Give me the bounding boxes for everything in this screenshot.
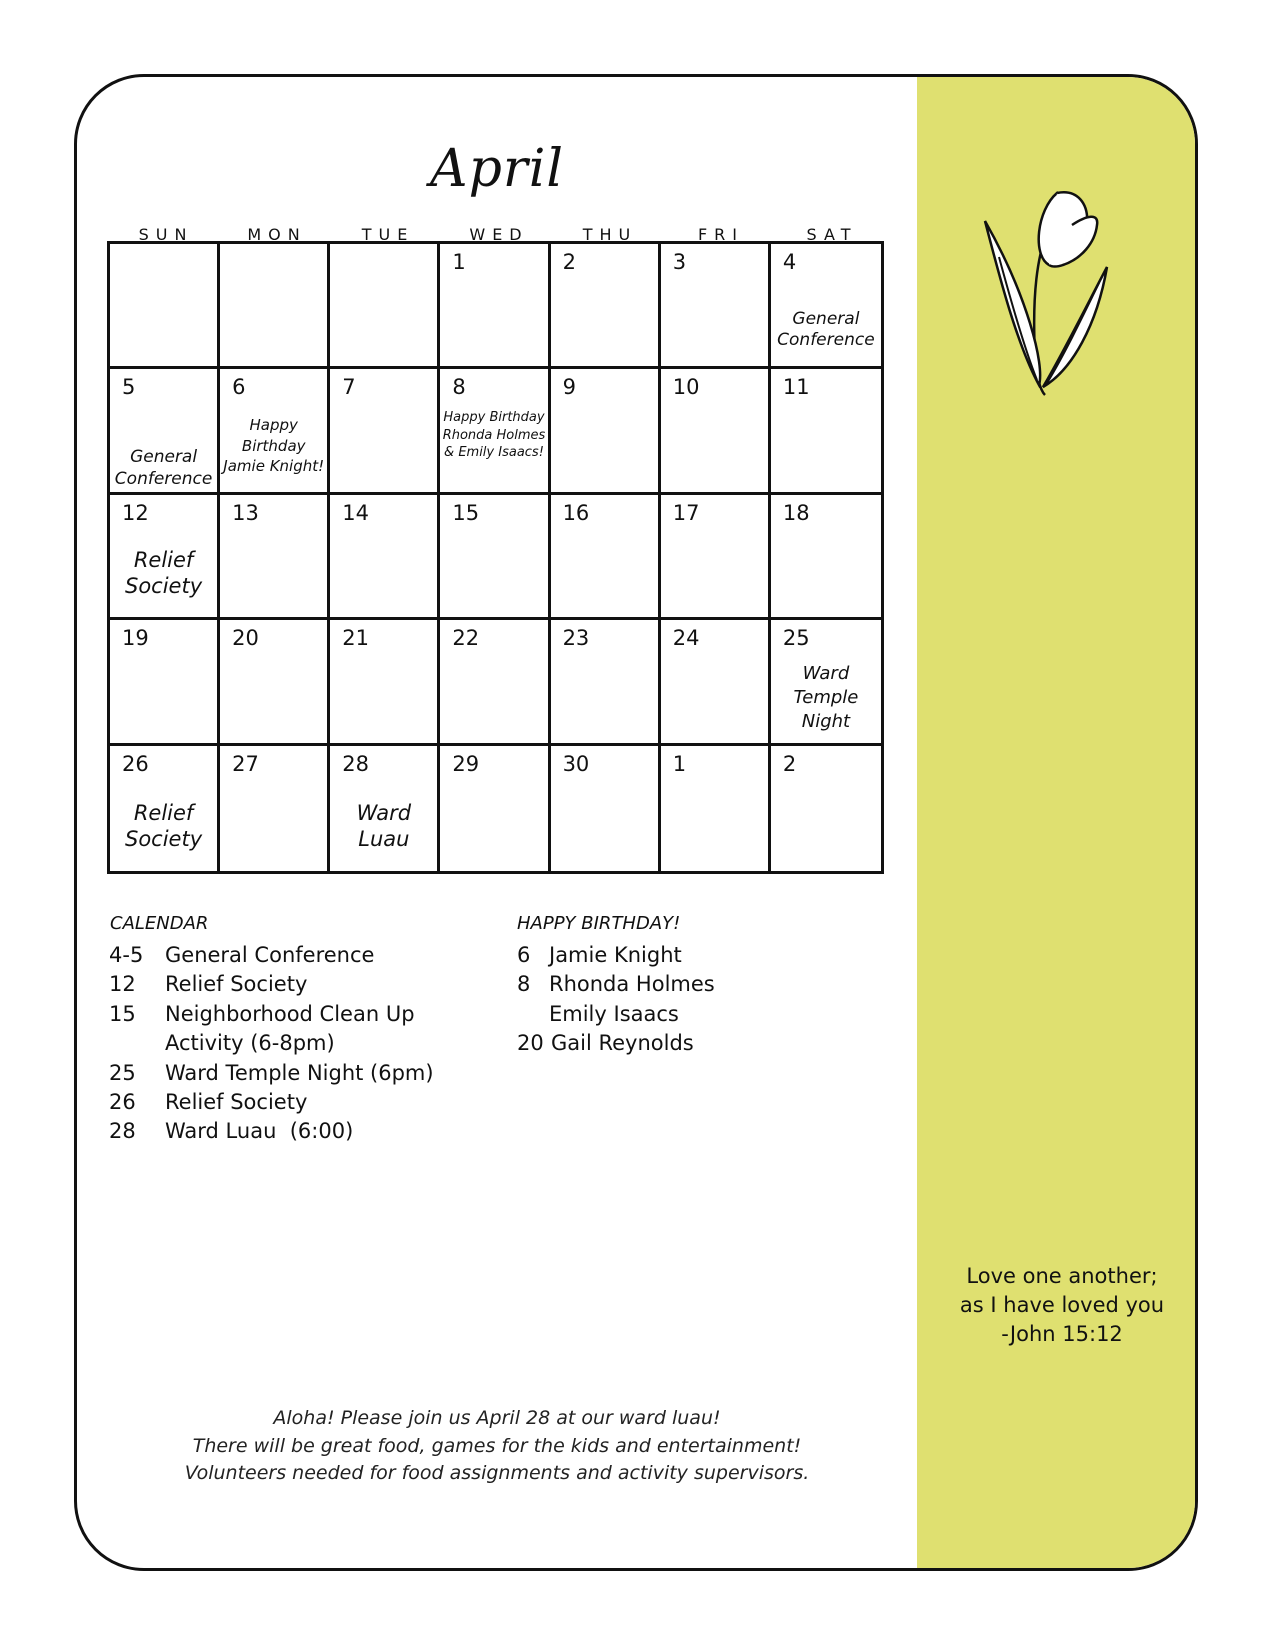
event-date: 12 <box>109 972 136 997</box>
quote-line-1: Love one another; <box>966 1264 1158 1288</box>
calendar-day-cell <box>661 620 771 745</box>
calendar-day-cell <box>220 244 330 369</box>
event-date: 26 <box>109 1090 136 1115</box>
calendar-event: Happy Birthday Jamie Knight! <box>223 416 325 475</box>
calendar-day-cell <box>661 244 771 369</box>
calendar-day-cell <box>440 746 550 871</box>
day-number: 9 <box>562 375 576 400</box>
footer-announcement <box>77 1405 917 1488</box>
calendar-day-cell <box>220 369 330 494</box>
calendar-day-cell <box>330 495 440 620</box>
tulip-icon <box>977 185 1117 405</box>
day-number: 14 <box>342 500 370 525</box>
day-number: 16 <box>562 500 590 525</box>
calendar-day-cell <box>110 495 220 620</box>
day-number: 13 <box>232 500 259 525</box>
day-number: 29 <box>452 751 480 776</box>
birthday-date: 6 <box>517 943 531 967</box>
calendar-day-cell <box>440 244 550 369</box>
event-text: Ward Luau (6:00) <box>165 1119 354 1144</box>
list-item <box>109 1059 485 1088</box>
calendar-day-cell <box>110 620 220 745</box>
event-text: Neighborhood Clean Up Activity (6-8pm) <box>165 1001 415 1056</box>
event-date: 4-5 <box>109 943 144 967</box>
weekday-header: THU <box>582 225 638 244</box>
day-number: 6 <box>232 375 246 400</box>
weekday-header: WED <box>469 225 529 244</box>
day-number: 20 <box>232 626 259 651</box>
calendar-day-cell <box>771 620 881 745</box>
calendar-day-cell <box>551 620 661 745</box>
event-date: 25 <box>109 1060 136 1085</box>
birthday-section-heading: HAPPY BIRTHDAY! <box>517 913 681 934</box>
calendar-day-cell <box>771 244 881 369</box>
calendar-day-cell <box>440 620 550 745</box>
list-item <box>109 1117 485 1146</box>
calendar-page <box>74 74 1198 1571</box>
day-number: 2 <box>562 250 576 274</box>
birthday-list <box>517 941 715 1059</box>
calendar-day-cell <box>771 746 881 871</box>
list-item <box>517 970 715 999</box>
calendar-day-cell <box>661 495 771 620</box>
day-number: 11 <box>782 375 810 400</box>
event-text: Ward Temple Night (6pm) <box>165 1060 434 1085</box>
calendar-day-cell <box>440 495 550 620</box>
calendar-day-cell <box>220 620 330 745</box>
calendar-day-cell <box>551 495 661 620</box>
calendar-day-cell <box>771 495 881 620</box>
day-number: 15 <box>452 500 480 525</box>
day-number: 3 <box>672 250 687 274</box>
calendar-day-cell <box>551 369 661 494</box>
calendar-day-cell <box>220 746 330 871</box>
list-item <box>517 1029 715 1058</box>
calendar-event: Relief Society <box>125 547 203 599</box>
day-number: 25 <box>782 626 810 651</box>
day-number: 17 <box>672 500 700 525</box>
day-number: 19 <box>122 626 149 651</box>
list-item <box>517 941 715 970</box>
calendar-day-cell <box>110 369 220 494</box>
calendar-day-cell <box>110 746 220 871</box>
calendar-day-cell <box>551 244 661 369</box>
list-item <box>517 1000 715 1029</box>
calendar-day-cell <box>661 369 771 494</box>
list-item <box>109 1000 485 1059</box>
weekday-header: MON <box>247 225 307 244</box>
day-number: 23 <box>562 626 590 651</box>
day-number: 1 <box>452 250 466 274</box>
weekday-header: SAT <box>806 225 858 244</box>
weekday-header: FRI <box>697 225 745 244</box>
event-text: Relief Society <box>165 972 308 997</box>
calendar-event: Relief Society <box>125 800 203 851</box>
footer-line-1: Aloha! Please join us April 28 at our ward luau! <box>273 1407 721 1429</box>
list-item <box>109 1088 485 1117</box>
calendar-event: Ward Temple Night <box>793 663 859 733</box>
list-item <box>109 941 485 970</box>
calendar-event: Happy Birthday Rhonda Holmes & Emily Isaacs! <box>442 410 546 461</box>
calendar-day-cell <box>330 620 440 745</box>
day-number: 1 <box>672 751 687 776</box>
day-number: 28 <box>342 751 370 776</box>
event-text: General Conference <box>165 943 375 967</box>
calendar-day-cell <box>220 495 330 620</box>
day-number: 5 <box>122 375 136 400</box>
calendar-day-cell <box>330 244 440 369</box>
calendar-event: General Conference <box>114 447 213 489</box>
day-number: 27 <box>232 751 259 776</box>
calendar-day-cell <box>440 369 550 494</box>
day-number: 24 <box>672 626 700 651</box>
weekday-header: TUE <box>361 225 415 244</box>
footer-line-3: Volunteers needed for food assignments and activity supervisors. <box>184 1462 810 1484</box>
day-number: 2 <box>782 751 797 776</box>
birthday-name: Emily Isaacs <box>549 1001 679 1026</box>
calendar-day-cell <box>661 746 771 871</box>
day-number: 4 <box>782 250 797 274</box>
side-panel <box>917 77 1198 1568</box>
calendar-grid <box>107 241 884 874</box>
calendar-day-cell <box>330 369 440 494</box>
day-number: 12 <box>122 500 149 525</box>
birthday-name: Jamie Knight <box>549 943 682 967</box>
scripture-quote <box>917 1262 1198 1349</box>
day-number: 21 <box>342 626 370 651</box>
calendar-event-list <box>109 941 485 1147</box>
calendar-day-cell <box>330 746 440 871</box>
birthday-name: Rhonda Holmes <box>549 972 715 997</box>
list-item <box>109 970 485 999</box>
calendar-day-cell <box>110 244 220 369</box>
day-number: 18 <box>782 500 810 525</box>
day-number: 8 <box>452 375 466 400</box>
calendar-event: General Conference <box>777 309 875 351</box>
birthday-date: 20 <box>517 1031 544 1056</box>
day-number: 30 <box>562 751 590 776</box>
month-title: April <box>430 139 564 199</box>
day-number: 26 <box>122 751 149 776</box>
birthday-date: 8 <box>517 972 531 997</box>
calendar-event: Ward Luau <box>356 800 412 851</box>
birthday-name: Gail Reynolds <box>551 1031 694 1056</box>
day-number: 10 <box>672 375 700 400</box>
calendar-section-heading: CALENDAR <box>110 913 209 934</box>
weekday-header: SUN <box>138 225 194 244</box>
footer-line-2: There will be great food, games for the kids and entertainment! <box>192 1434 802 1457</box>
day-number: 7 <box>342 375 356 400</box>
calendar-day-cell <box>551 746 661 871</box>
event-date: 28 <box>109 1119 136 1144</box>
event-date: 15 <box>109 1001 136 1026</box>
birthday-date <box>517 1000 549 1029</box>
day-number: 22 <box>452 626 480 651</box>
event-text: Relief Society <box>165 1090 308 1115</box>
quote-line-2: as I have loved you <box>959 1293 1165 1317</box>
calendar-day-cell <box>771 369 881 494</box>
quote-reference: -John 15:12 <box>1001 1322 1123 1346</box>
